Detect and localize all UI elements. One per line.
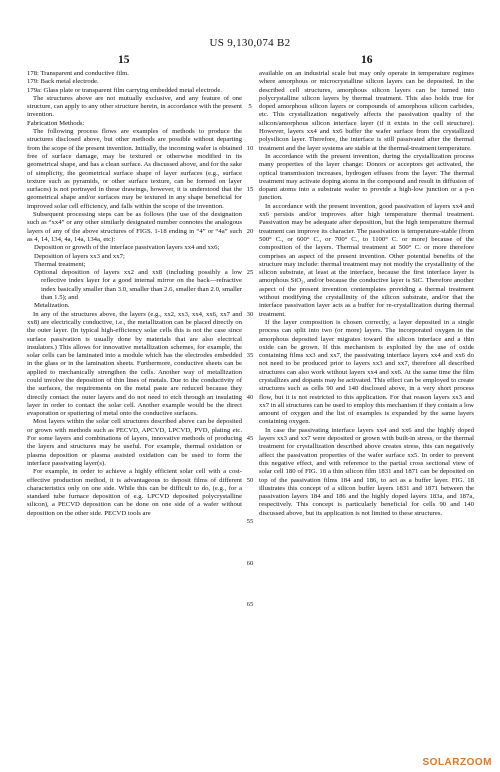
paragraph: 179a: Glass plate or transparent film carrying embedded metal electrode. [27, 86, 222, 94]
paragraph: Thermal treatment; [34, 260, 86, 268]
line-number: 25 [246, 269, 254, 277]
paragraph: Subsequent processing steps can be as follows (the use of the designation such as “xx4” or any other similarly designated number connotes the analogous layers of any of the above structures of FIGS. 1-18 ending in “4” or “4a” such as 4, 14, 134, 4a, 14a, 134a, etc): [27, 211, 242, 243]
paragraph: Deposition or growth of the interface passivation layers xx4 and xx6; [34, 244, 220, 252]
line-number: 65 [246, 601, 254, 609]
watermark-logo: SOLARZOOM [422, 757, 492, 768]
paragraph: If the layer composition is chosen correctly, a layer deposited in a single process can split into two (or more) layers. The incorporated oxygen in the amorphous deposited layer migrates toward the silicon interface and a thin oxide can be grown. If this mechanism is exploited by the use of oxide containing films xx3 and xx7, the passivating interface layers xx4 and xx6 do not need to be produced prior to layers xx3 and xx7, therefore all described structures can also work without layers xx4 and xx6. At the same time the film crystallizes and dopants may be activated. This effect can be employed to create structures such as cells 90 and 140 disclosed above, in a very short process flow, but it is not restricted to this application. For that reason layers xx3 and xx7 in all structures can be used to employ this mechanism if they contain a low amount of oxygen and the list of examples is expanded by the same layers containing oxygen. [259, 318, 474, 426]
line-number: 60 [246, 559, 254, 567]
right-text-column [259, 70, 474, 518]
patent-header: US 9,130,074 B2 [209, 37, 291, 49]
line-number: 20 [246, 227, 254, 235]
paragraph: The following process flows are examples of methods to produce the structures disclosed above, but other methods are possible without departing from the scope of the present invention. Initially, the incoming wafer is obtained free of surface damage, may be textured or otherwise modified in its geometrical shape, and has a clean surface. As discussed above, and for the sake of simplicity, the geometrical surface shape of layer surfaces (e.g., surface texture such as pyramids, or other surface texture, can be formed on layer surfaces) is not portrayed in these drawings, however, it is understood that the geometrical shape and/or surfaces may be textured in any shape beneficial for improved solar cell efficiency, and falls within the scope of the invention. [27, 128, 242, 210]
paragraph: In accordance with the present invention, during the crystallization process many properties of the layer change: Donors or acceptors get activated, the optical transmission increases, hydrogen effuses from the layer. The thermal treatment may activate doping atoms in the compound and result in diffusion of dopant atoms into a substrate wafer to provide a high-low junction or a p-n junction. [259, 152, 474, 202]
line-number: 35 [246, 352, 254, 360]
right-column-number: 16 [361, 54, 373, 66]
left-column-number: 15 [118, 54, 130, 66]
left-text-column [27, 70, 242, 518]
line-number: 10 [246, 144, 254, 152]
paragraph: Metalization. [34, 302, 70, 310]
paragraph: Deposition of layers xx3 and xx7; [34, 252, 125, 260]
paragraph: In accordance with the present invention, good passivation of layers xx4 and xx6 persists and/or improves after high temperature thermal treatment. Passivation may be adequate after deposition, but the high temperature thermal treatment can improve its character. The passivation is temperature-stable (from 500° C., or 600° C., or 700° C., to 1100° C. or more) because of the composition of the layers. Thermal treatment at 500° C. or more therefore comprises an aspect of the present invention. Other potential benefits of the structure may include: thermal treatment may not modify the crystallinity of the silicon substrate, at least at the interface, because the first interface layer is amorphous SiO₂, and/or because the conductive layer is SiC. Therefore another aspect of the present invention contemplates providing a thermal treatment without modifying the crystallinity of the silicon substrate, and/or that the interface passivation layer acts as a buffer for re-crystallization during thermal treatment. [259, 202, 474, 318]
paragraph: For example, in order to achieve a highly efficient solar cell with a cost-effective production method, it is advantageous to deposit films of different characteristics only on one side. While this can be difficult to do, (e.g., for a standard tube furnace deposition of e.g. LPCVD deposited polycrystalline silicon), a PECVD deposition can be done on one side of a wafer without deposition on the other side. PECVD tools are [27, 468, 242, 517]
paragraph: Fabrication Methods: [27, 119, 85, 127]
line-number: 55 [246, 518, 254, 526]
paragraph: Optional deposition of layers xx2 and xx8 (including possibly a low reflective index layer for a good internal mirror on the back—refractive index basically smaller than 3.0, smaller than 2.6, smaller than 2.0, smaller than 1.5); and [34, 269, 242, 302]
paragraph: 178: Transparent and conductive film. [27, 70, 129, 77]
line-number: 15 [246, 186, 254, 194]
line-number: 45 [246, 435, 254, 443]
line-number: 30 [246, 310, 254, 318]
paragraph: Most layers within the solar cell structures described above can be deposited or grown with methods such as PECVD, APCVD, LPCVD, PVD, plating etc. For some layers and combinations of layers, innovative methods of producing the layers and structures may be useful. For example, thermal oxidation or plasma deposition or plasma assisted oxidation can be used to form the interface passivating layer(s). [27, 418, 242, 467]
paragraph: available on an industrial scale but may only operate in temperature regimes where amorphous or microcrystalline silicon layers can be deposited. In the described cell structures, amorphous silicon layers can be turned into polycrystalline silicon layers by thermal treatment. This also holds true for doped amorphous silicon layers or compounds of amorphous silicon carbides, etc. This crystallization negatively affects the passivation quality of the silicon/amorphous silicon interface layer (if it exists in the cell structure). However, layers xx4 and xx6 buffer the wafer surface from the crystallized polysilicon layer. Therefore, the interface is still passivated after the thermal treatment and the layer systems are stable at the thermal-treatment temperature. [259, 70, 474, 152]
paragraph: In case the passivating interface layers xx4 and xx6 and the highly doped layers xx3 and xx7 were deposited or grown with built-in stress, or the thermal treatment for crystallization described above creates stress, this can negatively affect the passivation properties of the wafer surface xx5. In order to prevent this negative effect, and with reference to the partial cross sectional view of solar cell 180 of FIG. 18 a thin silicon film 1831 and 1871 can be deposited on top of the passivation films 184 and 186, to act as a buffer layer. FIG. 18 illustrates this concept of a silicon buffer layers 1831 and 1871 between the passivation layers 184 and 186 and the highly doped layers 183a, and 187a, respectively. This concept is particularly beneficial for cells 90 and 140 discussed above, but its application is not limited to these structures. [259, 426, 474, 517]
line-number: 5 [248, 103, 252, 111]
paragraph: In any of the structures above, the layers (e.g., xx2, xx3, xx4, xx6, xx7 and xx8) are electrically conductive, i.e., the metallization can be placed directly on the outer layer. (In typical high-efficiency solar cells this is not the case since surface passivation is usually done by materials that are also electrical insulators.) This allows for innovative metallization schemes, for example, the solar cells can be laminated into a module which has the electrodes embedded in the glass or in the lamination sheets. Furthermore, conductive sheets can be applied to mechanically strengthen the cells. Another way of metallization could involve the deposition of thin lines of metals. Due to the conductivity of the surfaces, the requirements on the metal paste are reduced because they directly contact the outer layers and do not need to etch through an insulating layer in order to contact the solar cell. Another example would be the direct evaporation or sputtering of metal onto the conductive surfaces. [27, 310, 242, 418]
paragraph: The structures above are not mutually exclusive, and any feature of one structure, can apply to any other structure herein, in accordance with the present invention. [27, 94, 242, 119]
line-number: 50 [246, 476, 254, 484]
paragraph: 179: Back metal electrode. [27, 78, 99, 86]
line-number: 40 [246, 393, 254, 401]
